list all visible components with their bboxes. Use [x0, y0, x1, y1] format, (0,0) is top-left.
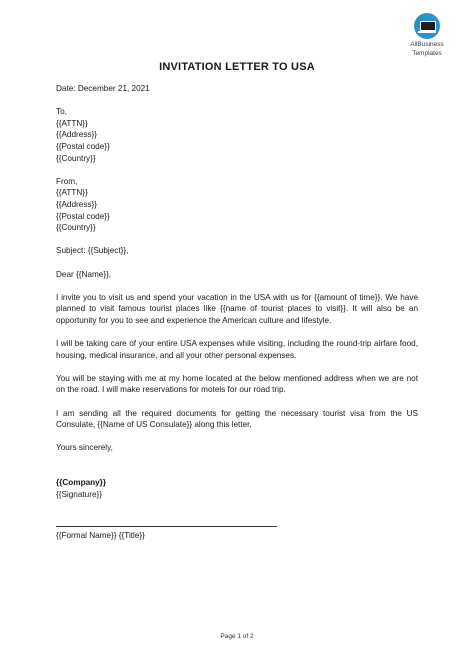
- from-label: From,: [56, 176, 78, 186]
- body-paragraph-3: You will be staying with me at my home located at the below mentioned address when we are not on the road. I will make reservations for motels for our road trip.: [56, 373, 418, 395]
- sender-block: [56, 176, 418, 234]
- greeting: Dear {{Name}},: [56, 269, 112, 279]
- date-line: Date: December 21, 2021: [56, 84, 150, 93]
- page-footer: Page 1 of 2: [220, 633, 254, 640]
- body-paragraph-4: I am sending all the required documents for getting the necessary tourist visa from the US Consulate, {{Name of US Consulate}} along this letter,: [56, 408, 418, 430]
- to-country: {{Country}}: [56, 153, 96, 163]
- logo-text-line1: AllBusiness: [410, 41, 444, 48]
- document-title: INVITATION LETTER TO USA: [159, 61, 315, 73]
- signature-line: [56, 526, 277, 527]
- company-name: {{Company}}: [56, 478, 107, 487]
- brand-logo[interactable]: [404, 13, 450, 57]
- body-paragraph-1: I invite you to visit us and spend your vacation in the USA with us for {{amount of time}}. We have planned to visit famous tourist places like {{name of tourist places to visit}}. It will also be an opportunity for you to see and experience the American culture and lifestyle.: [56, 292, 418, 325]
- to-attn: {{ATTN}}: [56, 118, 88, 128]
- closing-line: Yours sincerely,: [56, 443, 113, 453]
- from-address: {{Address}}: [56, 199, 97, 209]
- from-country: {{Country}}: [56, 223, 96, 233]
- laptop-icon: [414, 13, 440, 39]
- from-postal-code: {{Postal code}}: [56, 211, 110, 221]
- to-label: To,: [56, 107, 67, 117]
- formal-name-title: {{Formal Name}} {{Title}}: [56, 531, 145, 541]
- from-attn: {{ATTN}}: [56, 188, 88, 198]
- body-paragraph-2: I will be taking care of your entire USA expenses while visiting, including the round-trip airfare food, housing, medical insurance, and all your other personal expenses.: [56, 339, 418, 360]
- signature-placeholder: {{Signature}}: [56, 489, 102, 499]
- to-address: {{Address}}: [56, 130, 97, 140]
- recipient-block: [56, 106, 418, 164]
- letter-body: [56, 83, 418, 542]
- logo-text-line2: Templates: [412, 50, 442, 57]
- subject-line: Subject: {{Subject}},: [56, 246, 129, 256]
- to-postal-code: {{Postal code}}: [56, 141, 110, 151]
